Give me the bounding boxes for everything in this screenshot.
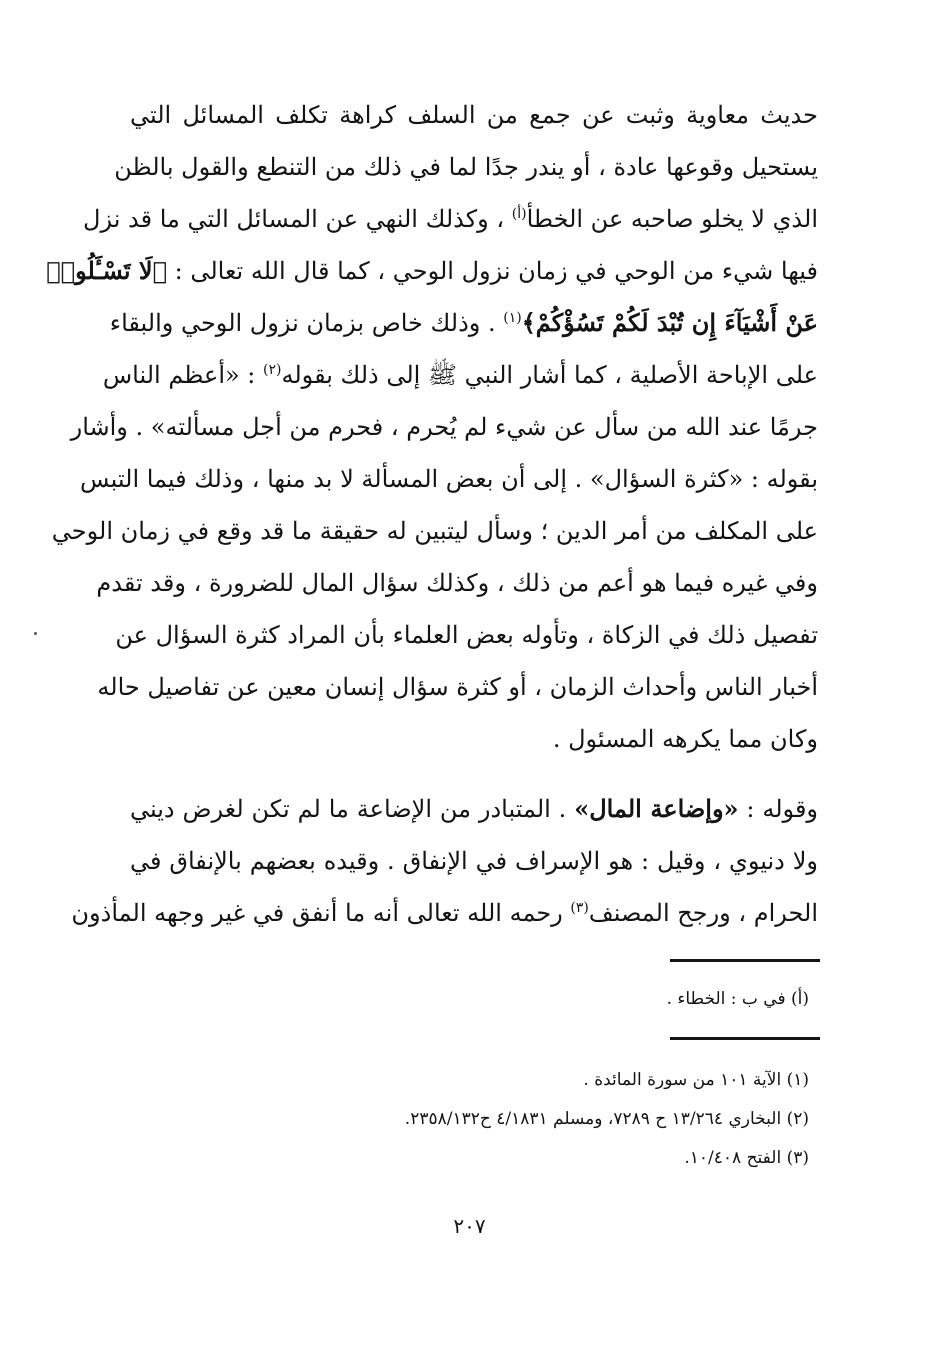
text-line: على المكلف من أمر الدين ؛ وسأل ليتبين له حقيقة ما قد وقع في زمان الوحي [51, 517, 818, 545]
text-segment: ، وكذلك النهي عن المسائل التي ما قد نزل [83, 205, 512, 233]
text-segment: : «أعظم الناس [102, 361, 264, 389]
footnote-separator-rule [670, 1037, 820, 1040]
text-line [71, 893, 818, 945]
quran-verse: ﴿لَا تَسْـَٔلُوا۟ [46, 256, 167, 285]
variant-note: (أ) في ب : الخطاء . [666, 989, 809, 1009]
text-line: تفصيل ذلك في الزكاة ، وتأوله بعض العلماء بأن المراد كثرة السؤال عن [115, 621, 818, 649]
text-segment: الذي لا يخلو صاحبه عن الخطأ [526, 205, 818, 233]
footnote: (٢) البخاري ١٣/٢٦٤ ح ٧٢٨٩، ومسلم ٤/١٨٣١ ح٢٣٥٨/١٣٢. [404, 1109, 809, 1129]
text-segment: وقوله : [738, 795, 818, 823]
text-line [130, 789, 818, 841]
variant-separator-rule [670, 959, 820, 962]
text-segment: الحرام ، ورجح المصنف [588, 899, 818, 927]
text-line: ولا دنيوي ، وقيل : هو الإسراف في الإنفاق . وقيده بعضهم بالإنفاق في [130, 847, 818, 875]
text-segment: فيها شيء من الوحي في زمان نزول الوحي ، كما قال الله تعالى : [166, 257, 818, 285]
footnote-marker: (٣) [570, 900, 589, 916]
text-line [102, 355, 818, 407]
text-line: جرمًا عند الله من سأل عن شيء لم يُحرم ، فحرم من أجل مسألته» . وأشار [70, 413, 818, 441]
variant-marker: (أ) [511, 206, 527, 222]
text-line: يستحيل وقوعها عادة ، أو يندر جدًا لما في ذلك من التنطع والقول بالظن [114, 153, 818, 181]
text-line: بقوله : «كثرة السؤال» . إلى أن بعض المسألة لا بد منها ، وذلك فيما التبس [80, 465, 818, 493]
scan-speck [34, 632, 37, 635]
text-line: وفي غيره فيما هو أعم من ذلك ، وكذلك سؤال المال للضرورة ، وقد تقدم [96, 569, 818, 597]
text-line: حديث معاوية وثبت عن جمع من السلف كراهة تكلف المسائل التي [130, 101, 818, 129]
text-line [109, 303, 818, 355]
text-segment: . وذلك خاص بزمان نزول الوحي والبقاء [109, 309, 504, 337]
text-segment: رحمه الله تعالى أنه ما أنفق في غير وجهه المأذون [71, 899, 571, 927]
text-segment: على الإباحة الأصلية ، كما أشار النبي ﷺ إلى ذلك بقوله [281, 361, 818, 389]
text-line [83, 199, 818, 251]
footnote-marker: (٢) [263, 362, 282, 378]
footnote: (٣) الفتح ١٠/٤٠٨. [684, 1148, 809, 1168]
page-number: ٢٠٧ [453, 1214, 486, 1238]
hadith-phrase: «وإضاعة المال» [574, 794, 739, 823]
main-text [46, 95, 818, 945]
paragraph-gap [130, 771, 818, 789]
footnote-marker: (١) [503, 310, 522, 326]
text-line: أخبار الناس وأحداث الزمان ، أو كثرة سؤال إنسان معين عن تفاصيل حاله [97, 673, 818, 701]
text-line [46, 251, 818, 303]
text-segment: . المتبادر من الإضاعة ما لم تكن لغرض ديني [130, 795, 575, 823]
text-line: وكان مما يكرهه المسئول . [552, 725, 818, 753]
footnote: (١) الآية ١٠١ من سورة المائدة . [583, 1070, 809, 1090]
quran-verse: عَنْ أَشْيَآءَ إِن تُبْدَ لَكُمْ تَسُؤْكُمْ﴾ [521, 308, 818, 337]
